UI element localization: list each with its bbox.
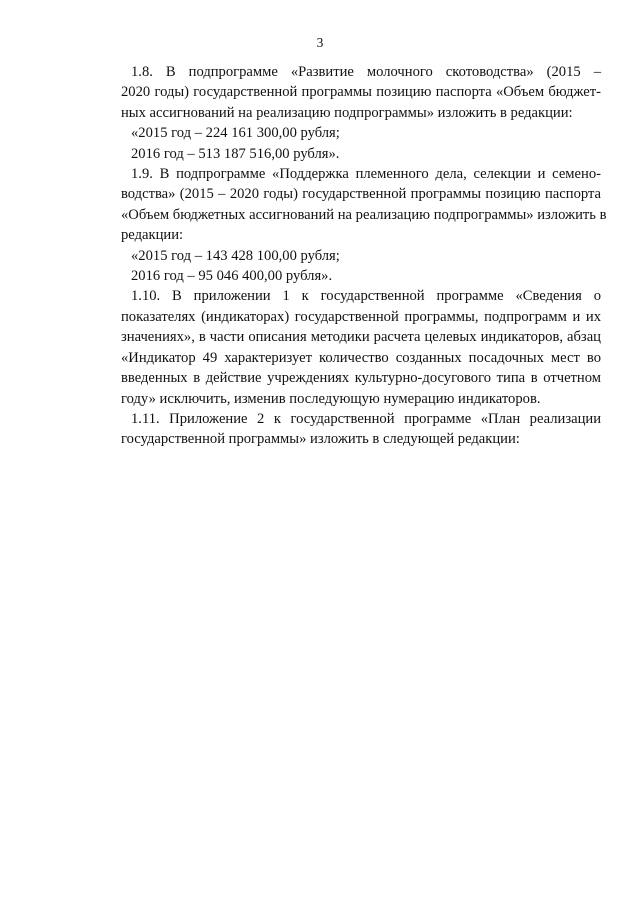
text-line: 1.10. В приложении 1 к государственной программе «Сведения о bbox=[131, 288, 601, 305]
text-line: «Объем бюджетных ассигнований на реализацию подпрограммы» изложить в bbox=[121, 206, 607, 223]
page-number: 3 bbox=[316, 35, 324, 50]
text-line: значениях», в части описания методики расчета целевых индикаторов, абзац bbox=[121, 329, 601, 346]
document-body bbox=[121, 62, 607, 450]
amount-line-2015: «2015 год – 224 161 300,00 рубля; bbox=[131, 125, 340, 142]
text-line: введенных в действие учреждениях культурно-досугового типа в отчетном bbox=[121, 370, 601, 387]
text-line: ных ассигнований на реализацию подпрограммы» изложить в редакции: bbox=[121, 104, 573, 121]
paragraph-1-9 bbox=[121, 164, 607, 246]
amount-line-2016: 2016 год – 95 046 400,00 рубля». bbox=[131, 268, 333, 285]
text-line: 2020 годы) государственной программы позицию паспорта «Объем бюджет- bbox=[121, 84, 601, 101]
text-line: «Индикатор 49 характеризует количество созданных посадочных мест во bbox=[121, 349, 601, 366]
paragraph-1-8 bbox=[121, 62, 601, 123]
text-line: 1.8. В подпрограмме «Развитие молочного скотоводства» (2015 – bbox=[131, 64, 601, 80]
text-line: государственной программы» изложить в следующей редакции: bbox=[121, 431, 520, 448]
paragraph-1-11 bbox=[121, 409, 601, 450]
text-line: показателях (индикаторах) государственной программы, подпрограмм и их bbox=[121, 308, 601, 325]
amount-line-2015: «2015 год – 143 428 100,00 рубля; bbox=[131, 247, 340, 264]
text-line: 1.9. В подпрограмме «Поддержка племенного дела, селекции и семено- bbox=[131, 166, 601, 183]
text-line: году» исключить, изменив последующую нумерацию индикаторов. bbox=[121, 390, 541, 407]
paragraph-1-10 bbox=[121, 286, 601, 408]
text-line: редакции: bbox=[121, 227, 184, 244]
text-line: водства» (2015 – 2020 годы) государственной программы позицию паспорта bbox=[121, 186, 601, 203]
amount-line-2016: 2016 год – 513 187 516,00 рубля». bbox=[131, 145, 340, 162]
text-line: 1.11. Приложение 2 к государственной программе «План реализации bbox=[131, 410, 601, 427]
